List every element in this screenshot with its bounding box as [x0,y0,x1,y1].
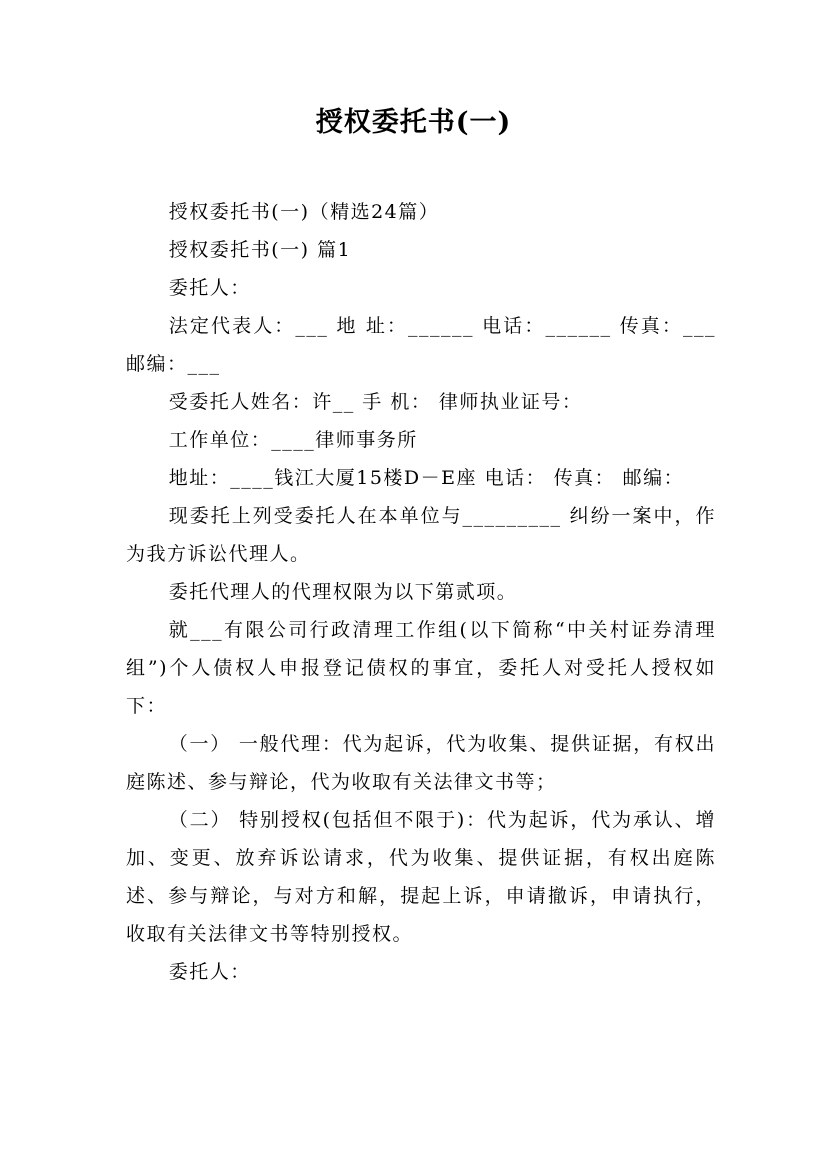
paragraph-authorization-intro: 就___有限公司行政清理工作组(以下简称“中关村证券清理组”)个人债权人申报登记债权的事宜，委托人对受托人授权如下： [126,619,716,717]
paragraph-address: 地址：____钱江大厦15楼D－E座 电话： 传真： 邮编： [168,467,685,489]
paragraph-principal-signature: 委托人： [168,961,251,983]
paragraph-principal: 委托人： [168,277,251,299]
paragraph-authority-scope: 委托代理人的代理权限为以下第贰项。 [168,581,518,603]
paragraph-special-authorization: （二） 特别授权(包括但不限于)：代为起诉，代为承认、增加、变更、放弃诉讼请求，代为收集、提供证据，有权出庭陈述、参与辩论，与对方和解，提起上诉，申请撤诉，申请执行，收取有关法律文书等特别授权。 [126,809,716,945]
paragraph-subtitle: 授权委托书(一)（精选24篇） [168,201,440,223]
paragraph-general-agency: （一） 一般代理：代为起诉，代为收集、提供证据，有权出庭陈述、参与辩论，代为收取有关法律文书等； [126,733,716,793]
paragraph-section-heading: 授权委托书(一) 篇1 [168,239,352,261]
paragraph-legal-representative: 法定代表人：___ 地 址：______ 电话：______ 传真：___ 邮编：___ [126,315,716,375]
paragraph-work-unit: 工作单位：____律师事务所 [168,429,418,451]
paragraph-appointment: 现委托上列受委托人在本单位与_________ 纠纷一案中，作为我方诉讼代理人。 [126,505,716,565]
paragraph-agent-name: 受委托人姓名：许__ 手 机： 律师执业证号： [168,391,583,413]
document-body [126,193,716,991]
document-title: 授权委托书(一) [315,107,512,138]
